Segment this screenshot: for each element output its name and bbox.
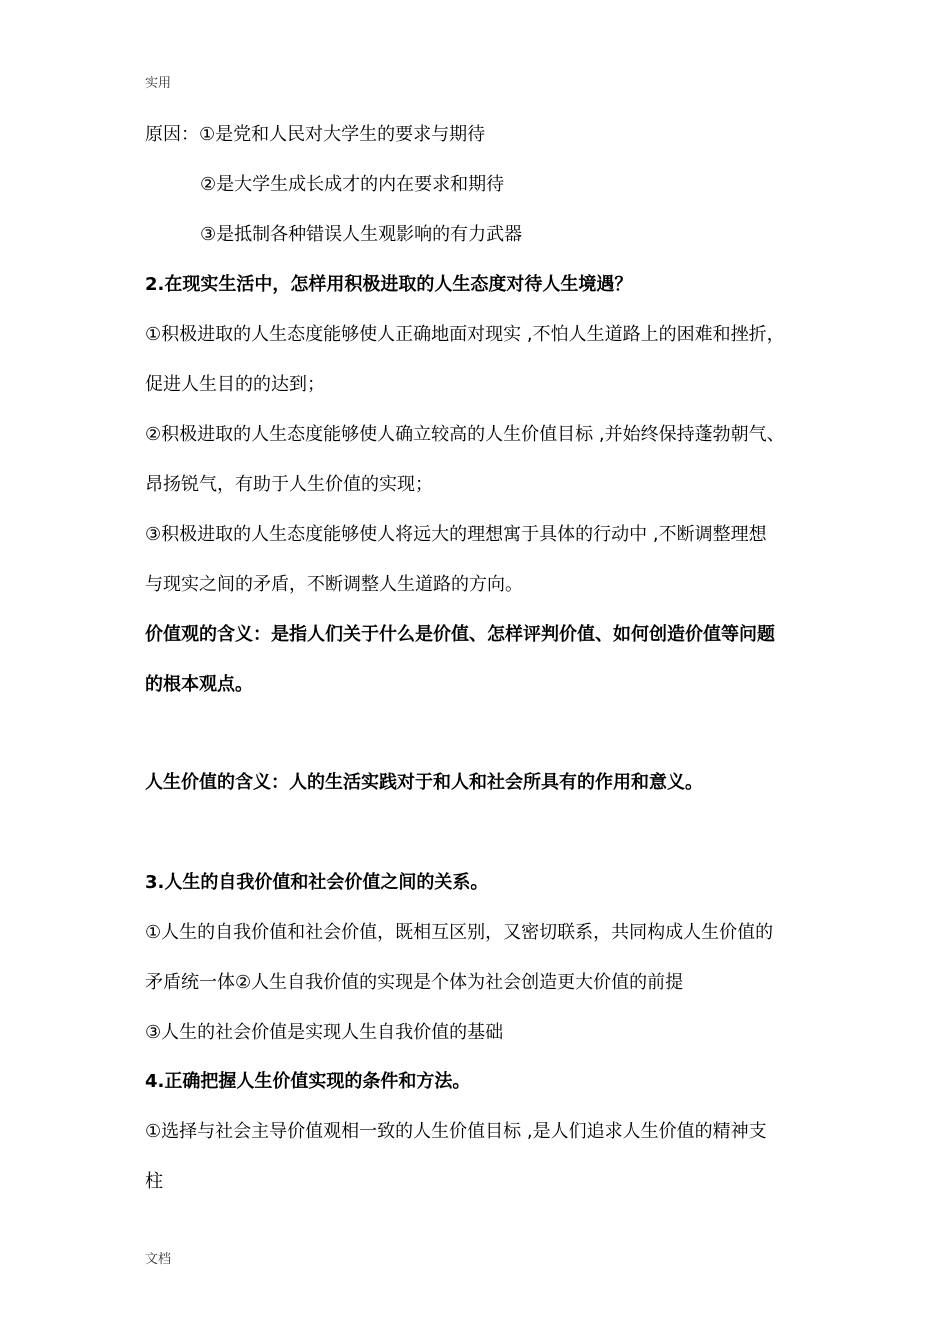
paragraph-line: 昂扬锐气，有助于人生价值的实现； — [145, 474, 433, 495]
paragraph-line: ③积极进取的人生态度能够使人将远大的理想寓于具体的行动中 ,不断调整理想 — [145, 524, 767, 545]
paragraph-line: ②积极进取的人生态度能够使人确立较高的人生价值目标 ,并始终保持蓬勃朝气、 — [145, 424, 785, 445]
paragraph-line: ①选择与社会主导价值观相一致的人生价值目标 ,是人们追求人生价值的精神支 — [145, 1121, 767, 1142]
definition-values-line-1: 价值观的含义：是指人们关于什么是价值、怎样评判价值、如何创造价值等问题 — [145, 624, 775, 645]
page-footer: 文档 — [145, 1252, 172, 1267]
paragraph-line: 促进人生目的的达到； — [145, 374, 325, 395]
reason-line-3: ③是抵制各种错误人生观影响的有力武器 — [200, 224, 523, 245]
paragraph-line: 柱 — [145, 1171, 163, 1192]
reason-line-1: 原因：①是党和人民对大学生的要求与期待 — [145, 124, 486, 145]
section-heading-4: 4.正确把握人生价值实现的条件和方法。 — [145, 1071, 471, 1092]
section-heading-2: 2.在现实生活中，怎样用积极进取的人生态度对待人生境遇？ — [145, 274, 633, 295]
paragraph-line: ①积极进取的人生态度能够使人正确地面对现实 ,不怕人生道路上的困难和挫折， — [145, 324, 785, 345]
reason-line-2: ②是大学生成长成才的内在要求和期待 — [200, 174, 505, 195]
definition-life-value: 人生价值的含义：人的生活实践对于和人和社会所具有的作用和意义。 — [145, 772, 703, 793]
definition-values-line-2: 的根本观点。 — [145, 674, 253, 695]
paragraph-line: 矛盾统一体②人生自我价值的实现是个体为社会创造更大价值的前提 — [145, 972, 684, 993]
paragraph-line: ③人生的社会价值是实现人生自我价值的基础 — [145, 1022, 504, 1043]
page-header: 实用 — [145, 76, 172, 91]
section-heading-3: 3.人生的自我价值和社会价值之间的关系。 — [145, 872, 489, 893]
paragraph-line: ①人生的自我价值和社会价值，既相互区别，又密切联系，共同构成人生价值的 — [145, 922, 774, 943]
paragraph-line: 与现实之间的矛盾，不断调整人生道路的方向。 — [145, 574, 523, 595]
